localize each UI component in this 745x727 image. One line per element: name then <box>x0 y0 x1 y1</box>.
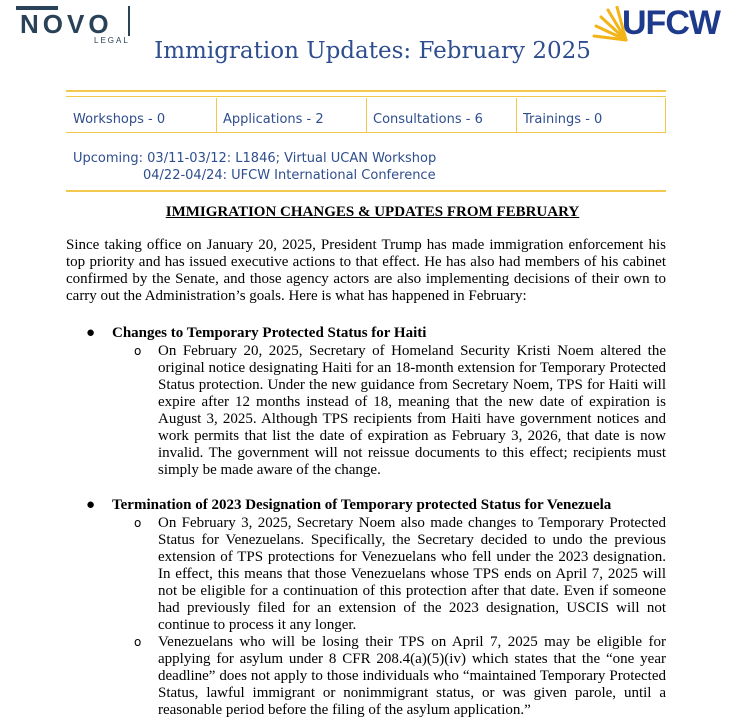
section-heading: IMMIGRATION CHANGES & UPDATES FROM FEBRUARY <box>165 204 580 220</box>
logo-subtitle: LEGAL <box>94 36 130 45</box>
page-title: Immigration Updates: February 2025 <box>154 38 591 64</box>
sub-bullet-marker: o <box>134 635 142 649</box>
upcoming-line: Upcoming: 03/11-03/12: L1846; Virtual UCAN Workshop <box>73 151 437 166</box>
list-item-text: Venezuelans who will be losing their TPS on April 7, 2025 may be eligible for applying for asylum under 8 CFR 208.4(a)(5)(iv) which states that the “one year deadline” does not apply to those individuals who “maintained Temporary Protected Status, lawful immigrant or nonimmigrant status, or was given parole, until a reasonable period before the filing of the asylum application.” <box>158 634 666 718</box>
sub-bullet-marker: o <box>134 344 142 358</box>
divider <box>665 98 666 132</box>
stat-trainings: Trainings - 0 <box>523 112 603 127</box>
logo-wordmark: UFCW <box>622 4 720 42</box>
logo-bar <box>128 6 130 36</box>
divider <box>66 132 666 133</box>
bullet-heading <box>86 497 611 514</box>
divider <box>366 98 367 132</box>
sub-bullet-marker: o <box>134 516 142 530</box>
bullet-heading-text: Changes to Temporary Protected Status for Haiti <box>112 325 427 341</box>
list-item-text: On February 3, 2025, Secretary Noem also made changes to Temporary Protected Status for Venezuelans. Specifically, the Secretary decided to undo the previous extension of TPS protections for Venezuelans who fell under the 2023 designation. In effect, this means that those Venezuelans whose TPS ends on April 7, 2025 will not be eligible for a continuation of this protection after that date. Even if someone had previously filed for an extension of the 2023 designation, USCIS will not continue to process it any longer. <box>158 515 666 633</box>
intro-paragraph: Since taking office on January 20, 2025, President Trump has made immigration enforcement his top priority and has issued executive actions to that effect. He has also had members of his cabinet confirmed by the Senate, and those agency actors are also implementing decisions of their own to carry out the Administration’s goals. Here is what has happened in February: <box>66 237 666 304</box>
list-item <box>134 634 666 719</box>
ufcw-logo <box>588 6 740 42</box>
divider <box>216 98 217 132</box>
bullet-marker: ● <box>86 325 96 341</box>
bullet-heading-text: Termination of 2023 Designation of Temporary protected Status for Venezuela <box>112 497 612 513</box>
list-item <box>134 343 666 479</box>
upcoming-events <box>73 150 436 184</box>
logo-wordmark: NOVO <box>20 9 113 39</box>
upcoming-line: 04/22-04/24: UFCW International Conference <box>143 168 436 183</box>
divider <box>66 96 666 97</box>
stat-consultations: Consultations - 6 <box>373 112 483 127</box>
bullet-marker: ● <box>86 497 96 513</box>
stat-applications: Applications - 2 <box>223 112 324 127</box>
list-item-text: On February 20, 2025, Secretary of Homeland Security Kristi Noem altered the original notice designating Haiti for an 18-month extension for Temporary Protected Status protection. Under the new guidance from Secretary Noem, TPS for Haiti will expire after 12 months instead of 18, meaning that the new date of expiration is August 3, 2025. Although TPS recipients from Haiti have government notices and work permits that list the date of expiration as February 3, 2026, that date is now invalid. The government will not reissue documents to this effect; recipients must simply be made aware of the change. <box>158 343 666 478</box>
bullet-heading <box>86 325 426 342</box>
list-item <box>134 515 666 634</box>
stats-panel <box>66 90 666 192</box>
divider <box>516 98 517 132</box>
stat-workshops: Workshops - 0 <box>73 112 166 127</box>
